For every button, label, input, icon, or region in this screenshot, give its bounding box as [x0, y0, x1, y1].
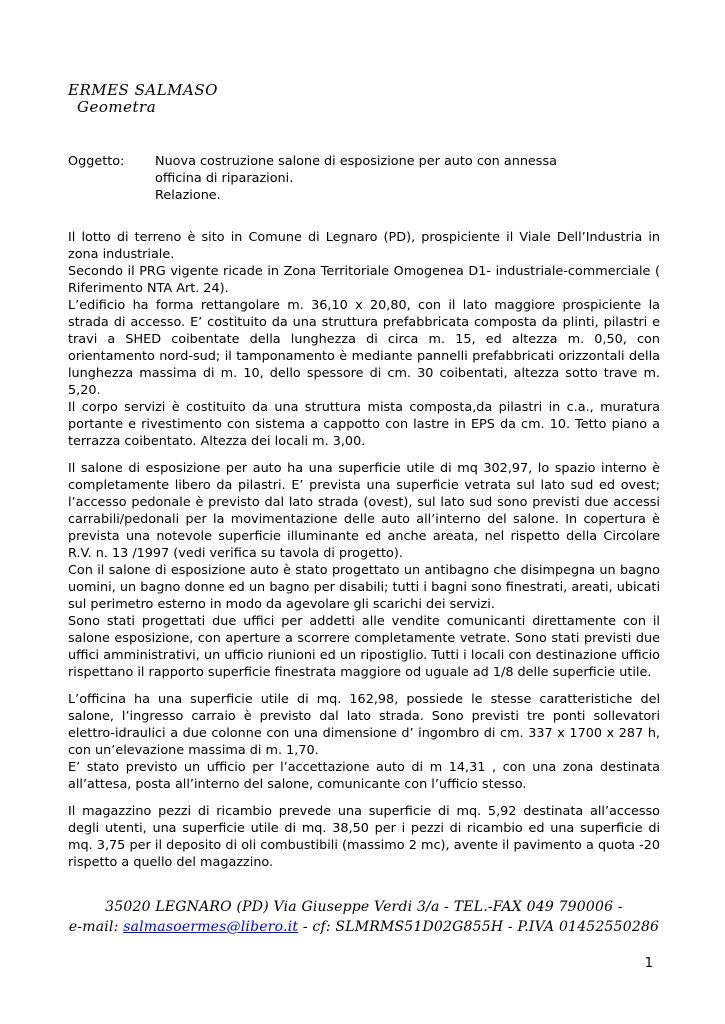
footer-email-label: e-mail:	[68, 919, 124, 935]
paragraph-group	[68, 803, 660, 871]
subject-line: officina di riparazioni.	[155, 171, 294, 186]
footer-fiscal-info: - cf: SLMRMS51D02G855H - P.IVA 01452550286	[298, 919, 660, 935]
footer	[68, 897, 660, 937]
paragraph-group	[68, 229, 660, 450]
email-link[interactable]: salmasoermes@libero.it	[123, 919, 299, 935]
body-paragraph: L’officina ha una superficie utile di mq. 162,98, possiede le stesse caratteristiche del salone, l’ingresso carraio è previsto dal lato strada. Sono previsti tre ponti sollevatori elettro-idraulici a due colonne con una dimensione d’ ingombro di cm. 337 x 1700 x 287 h, con un’elevazione massima di m. 1,70.	[68, 692, 660, 758]
footer-address: 35020 LEGNARO (PD) Via Giuseppe Verdi 3/a - TEL.-FAX 049 790006 -	[105, 899, 623, 915]
body-paragraph: Il salone di esposizione per auto ha una superficie utile di mq 302,97, lo spazio interno è completamente libero da pilastri. E’ prevista una superficie vetrata sul lato sud ed ovest; l’accesso pedonale è previsto dal lato strada (ovest), sul lato sud sono previsti due accessi carrabili/pedonali per la movimentazione delle auto all’interno del salone. In copertura è prevista una notevole superficie illuminante ed anche areata, nel rispetto della Circolare R.V. n. 13 /1997 (vedi verifica su tavola di progetto).	[68, 461, 660, 561]
letterhead	[68, 82, 660, 116]
subject-block	[68, 153, 660, 204]
subject-text	[155, 153, 660, 204]
body-paragraph: Il lotto di terreno è sito in Comune di Legnaro (PD), prospiciente il Viale Dell’Industria in zona industriale.	[68, 230, 660, 262]
body-paragraph: Sono stati progettati due uffici per addetti alle vendite comunicanti direttamente con il salone esposizione, con aperture a scorrere completamente vetrate. Sono stati previsti due uffici amministrativi, un ufficio riunioni ed un ripostiglio. Tutti i locali con destinazione ufficio rispettano il rapporto superficie finestrata maggiore od uguale ad 1/8 delle superficie utile.	[68, 614, 660, 680]
body-paragraph: L’edificio ha forma rettangolare m. 36,10 x 20,80, con il lato maggiore prospiciente la strada di accesso. E’ costituito da una struttura prefabbricata composta da plinti, pilastri e travi a SHED coibentate della lunghezza di circa m. 15, ed altezza m. 0,50, con orientamento nord-sud; il tamponamento è mediante pannelli prefabbricati orizzontali della lunghezza massima di m. 10, dello spessore di cm. 30 coibentati, altezza sotto trave m. 5,20.	[68, 298, 660, 398]
body-paragraph: Il corpo servizi è costituito da una struttura mista composta,da pilastri in c.a., muratura portante e rivestimento con sistema a cappotto con lastre in EPS da cm. 10. Tetto piano a terrazza coibentato. Altezza dei locali m. 3,00.	[68, 400, 660, 449]
document-body	[68, 229, 660, 871]
paragraph-group	[68, 691, 660, 793]
letterhead-title: Geometra	[77, 98, 157, 116]
page-number: 1	[644, 956, 653, 971]
footer-contacts	[68, 917, 660, 937]
body-paragraph: E’ stato previsto un ufficio per l’accettazione auto di m 14,31 , con una zona destinata all’attesa, posta all’interno del salone, comunicante con l’ufficio stesso.	[68, 760, 660, 792]
body-paragraph: Il magazzino pezzi di ricambio prevede una superficie di mq. 5,92 destinata all’accesso degli utenti, una superficie utile di mq. 38,50 per i pezzi di ricambio ed una superficie di mq. 3,75 per il deposito di oli combustibili (massimo 2 mc), avente il pavimento a quota -20 rispetto a quello del magazzino.	[68, 804, 660, 870]
subject-label: Oggetto:	[68, 154, 125, 169]
paragraph-group	[68, 460, 660, 681]
subject-line: Relazione.	[155, 188, 221, 203]
letterhead-name: ERMES SALMASO	[68, 81, 218, 99]
body-paragraph: Con il salone di esposizione auto è stato progettato un antibagno che disimpegna un bagno uomini, un bagno donne ed un bagno per disabili; tutti i bagni sono finestrati, areati, ubicati sul perimetro esterno in modo da agevolare gli scarichi dei servizi.	[68, 563, 660, 612]
subject-line: Nuova costruzione salone di esposizione per auto con annessa	[155, 154, 557, 169]
body-paragraph: Secondo il PRG vigente ricade in Zona Territoriale Omogenea D1- industriale-commerciale ( Riferimento NTA Art. 24).	[68, 264, 660, 296]
